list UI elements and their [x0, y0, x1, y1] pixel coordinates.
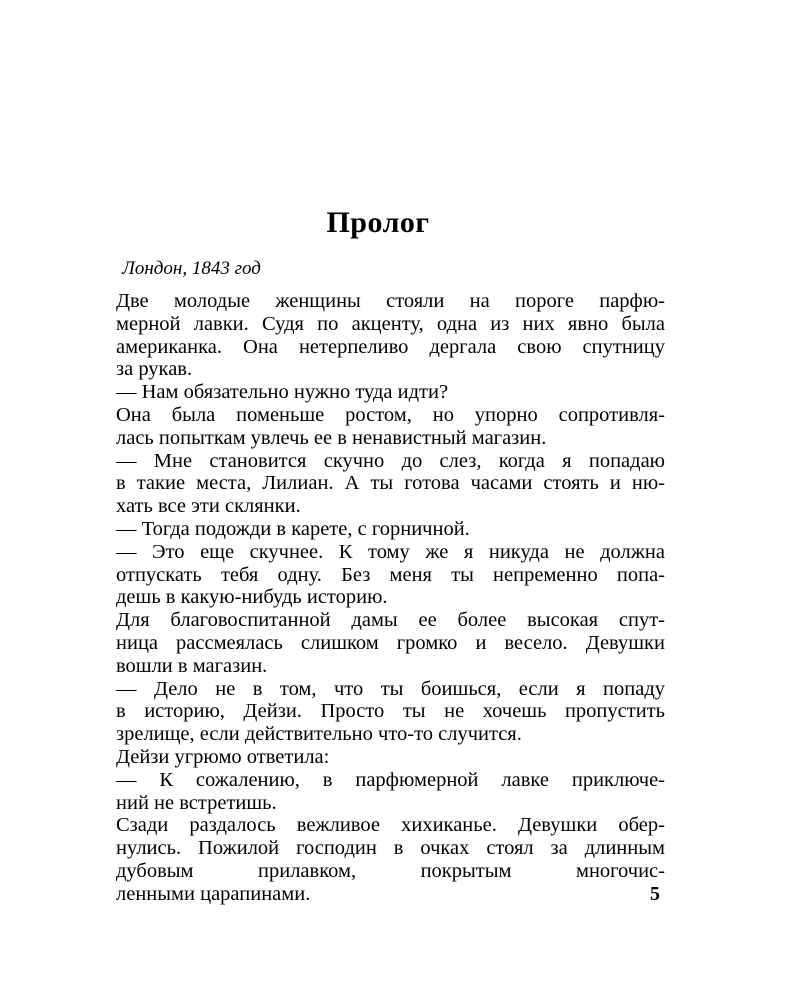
text-line: Дейзи угрюмо ответила: [116, 745, 330, 768]
text-line: ленными царапинами. [116, 882, 311, 905]
text-line: ница рассмеялась слишком громко и весело. Девушки [116, 631, 665, 654]
text-line: ний не встретишь. [116, 791, 277, 814]
text-line: в такие места, Лилиан. А ты готова часами стоять и ню- [116, 472, 665, 495]
text-line: — Тогда подожди в карете, с горничной. [116, 517, 470, 540]
text-line: вошли в магазин. [116, 654, 268, 677]
text-line: мерной лавки. Судя по акценту, одна из них явно была [116, 312, 665, 335]
dateline: Лондон, 1843 год [122, 258, 261, 279]
text-line: в историю, Дейзи. Просто ты не хочешь пропустить [116, 700, 665, 723]
text-line: хать все эти склянки. [116, 495, 301, 518]
text-line: — Мне становится скучно до слез, когда я попадаю [116, 449, 665, 472]
body-text [116, 290, 665, 906]
page-number: 5 [650, 883, 660, 905]
text-line: нулись. Пожилой господин в очках стоял за длинным [116, 837, 665, 860]
text-line: отпускать тебя одну. Без меня ты непременно попа- [116, 563, 665, 586]
text-line: Сзади раздалось вежливое хихиканье. Девушки обер- [116, 814, 665, 837]
text-line: лась попыткам увлечь ее в ненавистный магазин. [116, 426, 547, 449]
chapter-title: Пролог [326, 206, 430, 239]
text-line: — Нам обязательно нужно туда идти? [116, 381, 449, 404]
text-line: Две молодые женщины стояли на пороге парфю- [116, 290, 665, 312]
text-line: — Дело не в том, что ты боишься, если я попаду [116, 677, 665, 700]
text-line: за рукав. [116, 358, 193, 381]
text-line: дешь в какую-нибудь историю. [116, 586, 388, 609]
text-line: — К сожалению, в парфюмерной лавке приключе- [116, 768, 665, 791]
text-line: зрелище, если действительно что-то случится. [116, 723, 522, 746]
text-line: Она была поменьше ростом, но упорно сопротивля- [116, 403, 665, 426]
text-line: — Это еще скучнее. К тому же я никуда не должна [116, 540, 665, 563]
text-line: Для благовоспитанной дамы ее более высокая спут- [116, 609, 665, 632]
text-line: американка. Она нетерпеливо дергала свою спутницу [116, 335, 665, 358]
text-line: дубовым прилавком, покрытым многочис- [116, 859, 665, 882]
